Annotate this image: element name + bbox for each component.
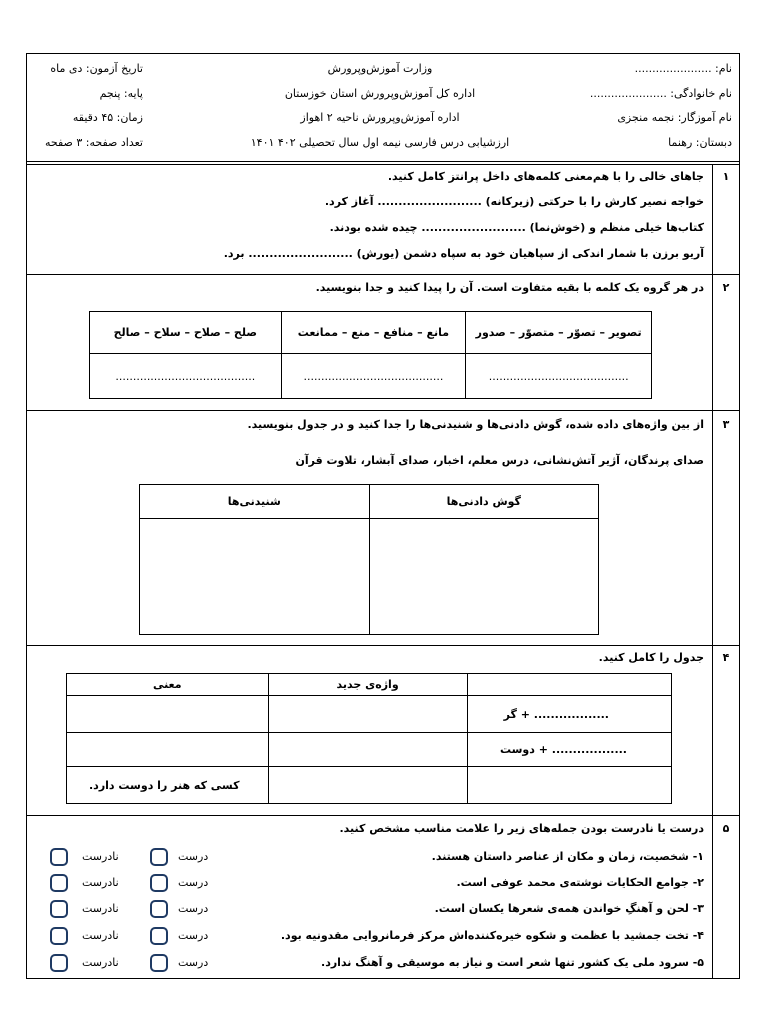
true-label: درست (178, 850, 209, 863)
false-checkbox[interactable] (50, 874, 68, 892)
q4-given-2: .................. + دوست (467, 733, 671, 767)
section-divider (26, 645, 740, 646)
question-number: ۵ (722, 822, 730, 835)
question-number: ۲ (722, 281, 730, 294)
grade: پایه: پنجم (99, 87, 143, 100)
question-number: ۱ (722, 170, 730, 183)
q4-meaning-cell-1[interactable] (67, 696, 269, 733)
false-checkbox[interactable] (50, 954, 68, 972)
q2-group-3: صلح – صلاح – سلاح – صالح (90, 312, 282, 354)
q3-word-list: صدای پرندگان، آژیر آتش‌نشانی، درس معلم، اخبار، صدای آبشار، تلاوت قرآن (295, 454, 704, 467)
section-divider (26, 815, 740, 816)
page-count: تعداد صفحه: ۳ صفحه (44, 136, 143, 149)
district-office-title: اداره آموزش‌وپرورش ناحیه ۲ اهواز (300, 111, 460, 124)
section-divider (26, 410, 740, 411)
q2-group-2: مانع – منافع – منع – ممانعت (281, 312, 466, 354)
false-label: نادرست (82, 876, 119, 889)
q2-groups-table (89, 311, 652, 399)
q4-instruction: جدول را کامل کنید. (598, 651, 704, 664)
true-checkbox[interactable] (150, 954, 168, 972)
q4-meaning-3: کسی که هنر را دوست دارد. (67, 767, 269, 804)
q5-statement-2: ۲- جوامع الحکایات نوشته‌ی محمد عوفی است. (456, 876, 704, 889)
false-label: نادرست (82, 902, 119, 915)
hear-answer-cell[interactable] (140, 519, 370, 635)
q2-answer-1[interactable]: ........................................ (466, 354, 652, 399)
true-label: درست (178, 929, 209, 942)
question-number: ۴ (722, 651, 730, 664)
q1-sentence-3[interactable]: آریو برزن با شمار اندکی از سپاهیان خود به سپاه دشمن (یورش) ......................... برد. (223, 247, 704, 260)
ministry-title: وزارت آموزش‌وپرورش (327, 62, 433, 75)
col-listen-header: گوش دادنی‌ها (369, 485, 598, 519)
q2-instruction: در هر گروه یک کلمه با بقیه متفاوت است. آن را پیدا کنید و جدا بنویسید. (315, 281, 704, 294)
true-label: درست (178, 956, 209, 969)
q5-statement-3: ۳- لحن و آهنگِ خواندن همه‌ی شعرها یکسان است. (434, 902, 704, 915)
col-hear-header: شنیدنی‌ها (140, 485, 370, 519)
question-number: ۳ (722, 418, 730, 431)
q5-statement-5: ۵- سرود ملی یک کشور تنها شعر است و نیاز به موسیقی و آهنگ ندارد. (321, 956, 704, 969)
name-field[interactable]: نام: ...................... (634, 62, 732, 75)
false-checkbox[interactable] (50, 927, 68, 945)
true-label: درست (178, 876, 209, 889)
section-divider (26, 164, 740, 165)
q4-given-header (467, 674, 671, 696)
q5-statement-4: ۴- تخت جمشید با عظمت و شکوه خیره‌کننده‌اش مرکز فرمانروایی مقدونیه بود. (280, 929, 704, 942)
q2-answer-3[interactable]: ........................................ (90, 354, 282, 399)
exam-duration: زمان: ۴۵ دقیقه (72, 111, 143, 124)
false-label: نادرست (82, 850, 119, 863)
exam-date: تاریخ آزمون: دی ماه (50, 62, 143, 75)
q4-word-cell-3[interactable] (268, 767, 467, 804)
q4-new-word-header: واژه‌ی جدید (268, 674, 467, 696)
section-divider (26, 274, 740, 275)
q4-word-cell-2[interactable] (268, 733, 467, 767)
q1-sentence-1[interactable]: خواجه نصیر کارش را با حرکتی (زیرکانه) ......................... آغاز کرد. (324, 195, 704, 208)
q4-meaning-header: معنی (67, 674, 269, 696)
false-label: نادرست (82, 929, 119, 942)
family-name-field[interactable]: نام خانوادگی: ...................... (589, 87, 732, 100)
q4-word-cell-1[interactable] (268, 696, 467, 733)
true-label: درست (178, 902, 209, 915)
false-checkbox[interactable] (50, 900, 68, 918)
false-label: نادرست (82, 956, 119, 969)
true-checkbox[interactable] (150, 900, 168, 918)
q4-meaning-cell-2[interactable] (67, 733, 269, 767)
false-checkbox[interactable] (50, 848, 68, 866)
true-checkbox[interactable] (150, 927, 168, 945)
true-checkbox[interactable] (150, 848, 168, 866)
true-checkbox[interactable] (150, 874, 168, 892)
q3-sort-table (139, 484, 599, 635)
q1-sentence-2[interactable]: کتاب‌ها خیلی منظم و (خوش‌نما) ......................... چیده شده بودند. (329, 221, 704, 234)
teacher-name: نام آموزگار: نجمه منجزی (617, 111, 732, 124)
school-name: دبستان: رهنما (668, 136, 732, 149)
header-divider (26, 161, 740, 162)
q4-given-cell-3[interactable] (467, 767, 671, 804)
general-office-title: اداره کل آموزش‌وپرورش استان خوزستان (284, 87, 476, 100)
listen-answer-cell[interactable] (369, 519, 598, 635)
q1-instruction: جاهای خالی را با هم‌معنی کلمه‌های داخل پرانتز کامل کنید. (387, 170, 704, 183)
q5-instruction: درست یا نادرست بودن جمله‌های زیر را علامت مناسب مشخص کنید. (339, 822, 704, 835)
q3-instruction: از بین واژه‌های داده شده، گوش دادنی‌ها و شنیدنی‌ها را جدا کنید و در جدول بنویسید. (247, 418, 704, 431)
exam-title: ارزشیابی درس فارسی نیمه اول سال تحصیلی ۴۰۲ ۱۴۰۱ (250, 136, 510, 149)
q4-word-table (66, 673, 672, 804)
q5-statement-1: ۱- شخصیت، زمان و مکان از عناصر داستان هستند. (431, 850, 704, 863)
q2-group-1: تصویر – تصوّر – متصوّر – صدور (466, 312, 652, 354)
q2-answer-2[interactable]: ........................................ (281, 354, 466, 399)
q4-given-1: .................. + گر (467, 696, 671, 733)
